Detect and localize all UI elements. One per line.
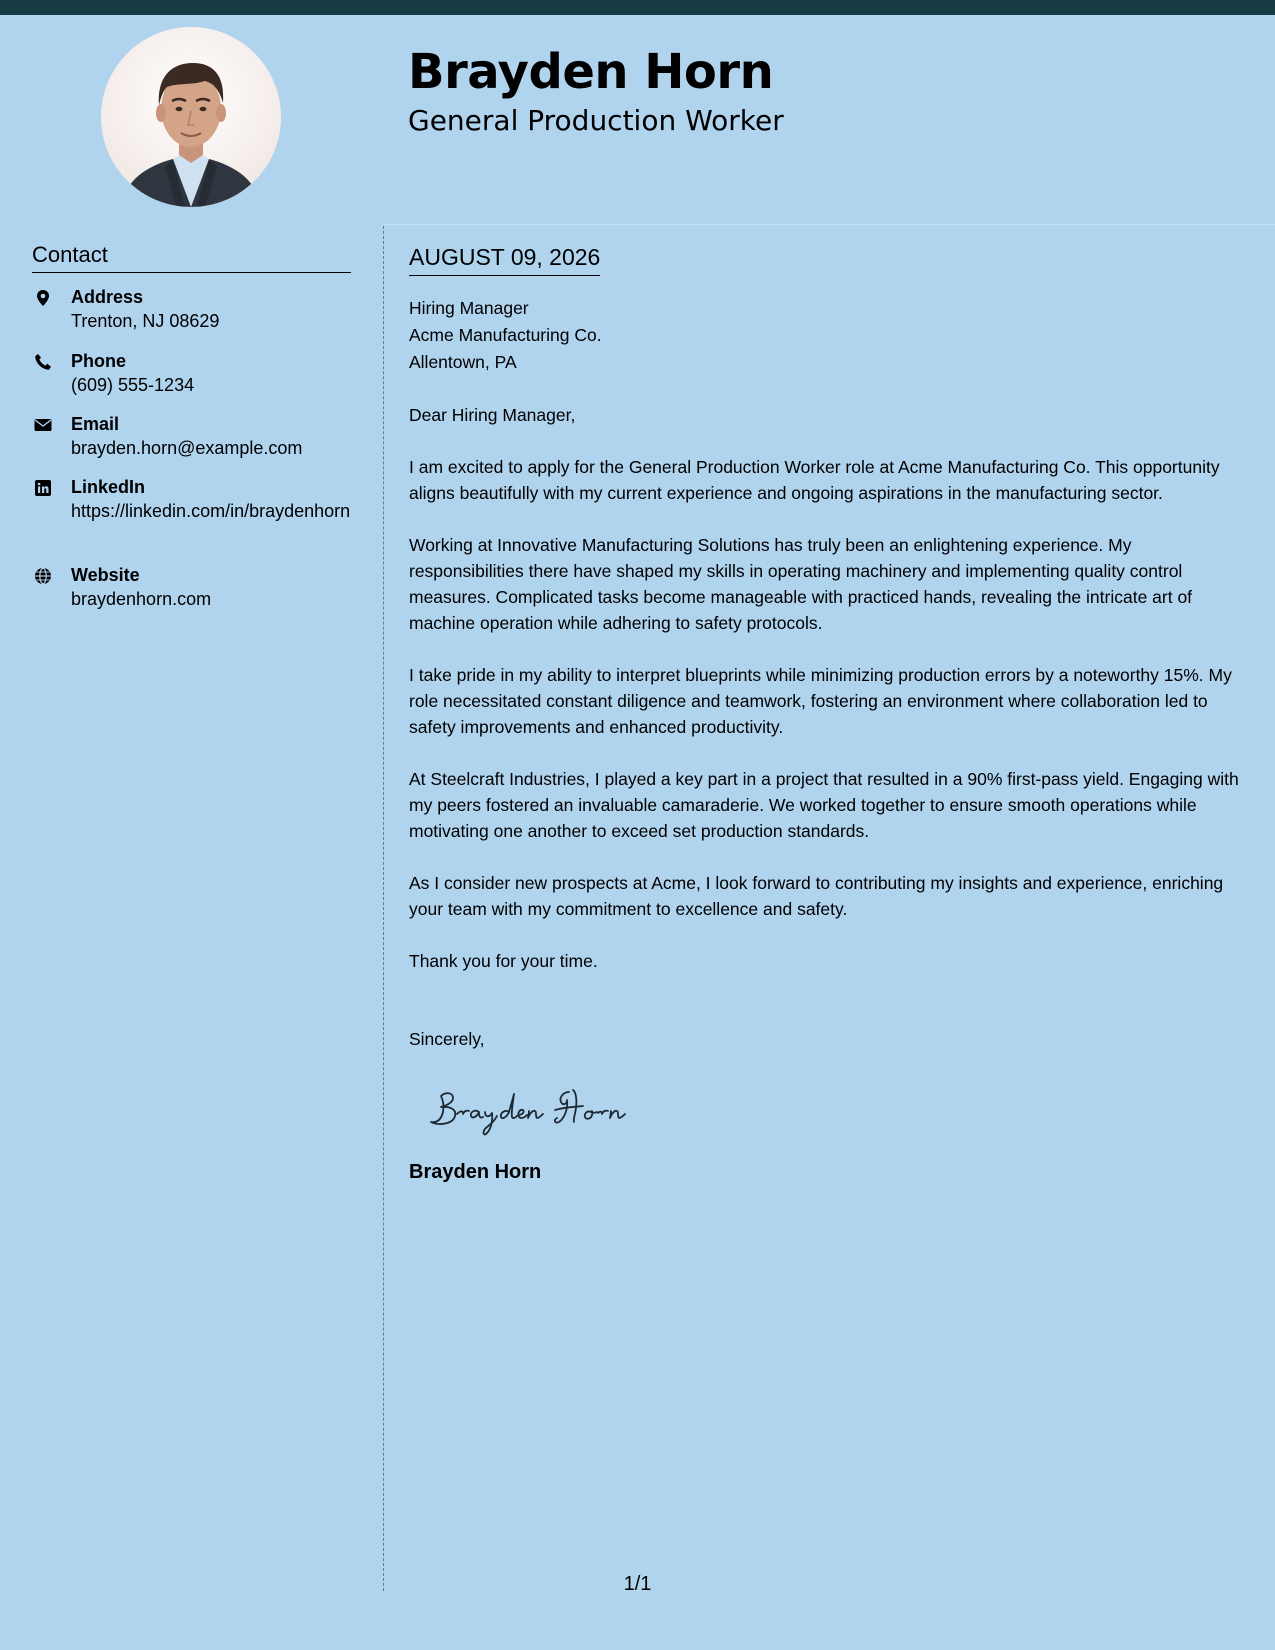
recipient-block [409, 295, 1249, 376]
recipient-line: Allentown, PA [409, 352, 517, 372]
body-paragraph: As I consider new prospects at Acme, I look forward to contributing my insights and experience, enriching your team with my commitment to excellence and safety. [409, 873, 1224, 919]
body-paragraph: I take pride in my ability to interpret blueprints while minimizing production errors by a noteworthy 15%. My role necessitated constant diligence and teamwork, fostering an environment where collaboration led to safety improvements and enhanced productivity. [409, 665, 1232, 737]
body-paragraph: I am excited to apply for the General Production Worker role at Acme Manufacturing Co. This opportunity aligns beautifully with my current experience and ongoing aspirations in the manufacturing sector. [409, 457, 1220, 503]
top-accent-bar [0, 0, 1275, 15]
contact-email-label: Email [71, 414, 120, 434]
phone-icon [34, 353, 52, 371]
applicant-name: Brayden Horn [408, 44, 774, 100]
contact-phone-value: (609) 555-1234 [71, 375, 195, 395]
body-paragraph: Working at Innovative Manufacturing Solutions has truly been an enlightening experience. My responsibilities there have shaped my skills in operating machinery and implementing quality control measures. Complicated tasks become manageable with practiced hands, revealing the intricate art of machine operation while adhering to safety protocols. [409, 535, 1193, 633]
body-paragraph: At Steelcraft Industries, I played a key part in a project that resulted in a 90% first-pass yield. Engaging with my peers fostered an invaluable camaraderie. We worked together to ensure smooth operations while motivating one another to exceed set production standards. [409, 769, 1239, 841]
recipient-line: Acme Manufacturing Co. [409, 325, 602, 345]
contact-heading: Contact [32, 240, 351, 273]
contact-linkedin-label: LinkedIn [71, 477, 146, 497]
column-divider [383, 226, 384, 1591]
contact-website-label: Website [71, 565, 140, 585]
linkedin-icon [34, 479, 52, 497]
body-paragraph: Thank you for your time. [409, 951, 598, 971]
letter-date: AUGUST 09, 2026 [409, 240, 600, 276]
closing: Sincerely, [409, 1029, 485, 1049]
contact-phone-label: Phone [71, 351, 127, 371]
header-divider [384, 224, 1275, 225]
signed-name: Brayden Horn [409, 1161, 542, 1183]
job-title: General Production Worker [408, 104, 784, 137]
cover-letter [409, 240, 1249, 1186]
page-number: 1/1 [623, 1573, 652, 1595]
contact-website-value[interactable]: braydenhorn.com [71, 589, 212, 609]
contact-address-label: Address [71, 287, 144, 307]
profile-photo [101, 27, 281, 207]
recipient-line: Hiring Manager [409, 298, 529, 318]
contact-email-value: brayden.horn@example.com [71, 438, 303, 458]
location-pin-icon [34, 289, 52, 307]
globe-icon [34, 567, 52, 585]
contact-address-value: Trenton, NJ 08629 [71, 311, 220, 331]
handwritten-signature [427, 1080, 1249, 1142]
salutation: Dear Hiring Manager, [409, 405, 576, 425]
contact-linkedin-value[interactable]: https://linkedin.com/in/braydenhorn [71, 501, 351, 521]
envelope-icon [34, 416, 52, 434]
